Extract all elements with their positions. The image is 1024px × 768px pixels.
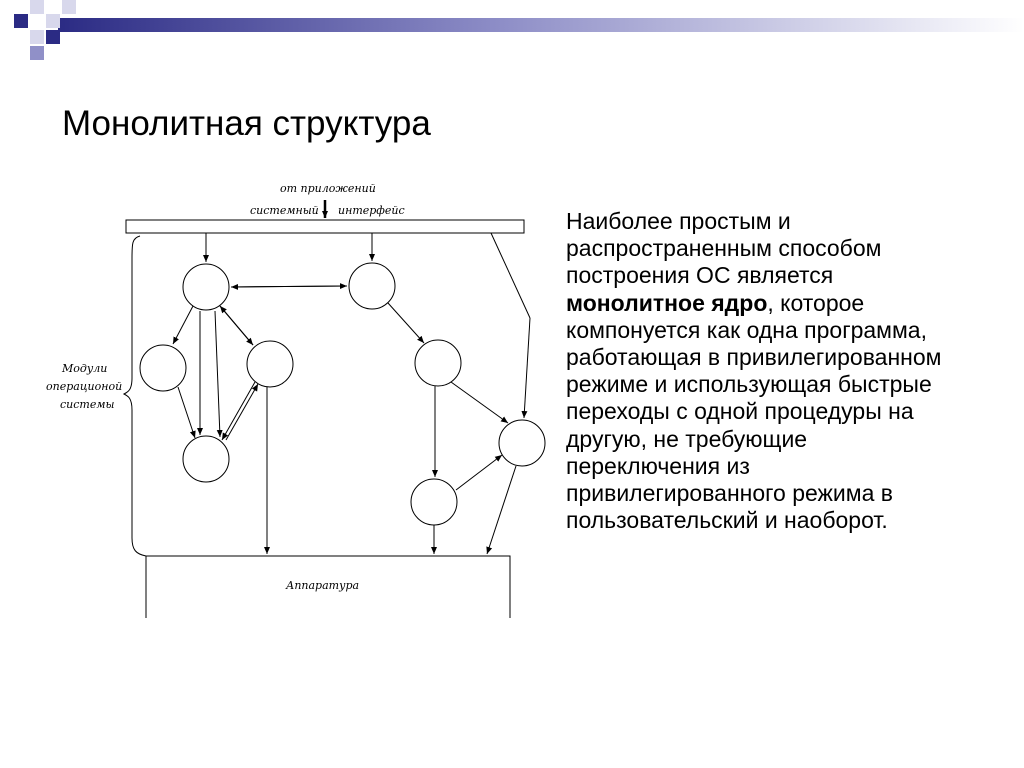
body-text-before: Наиболее простым и распространенным способом построения ОС является	[566, 208, 882, 289]
label-syscall-right: интерфейс	[338, 204, 405, 217]
label-modules-line3: системы	[60, 398, 115, 411]
module-node	[411, 479, 457, 525]
label-modules-line2: операционой	[46, 380, 123, 393]
body-text-bold: монолитное ядро	[566, 289, 768, 316]
module-node	[140, 345, 186, 391]
system-interface-bar	[126, 220, 524, 233]
modules-bracket	[124, 236, 146, 556]
label-from-apps: от приложений	[280, 182, 376, 195]
module-node	[247, 341, 293, 387]
body-text	[566, 208, 946, 534]
monolithic-kernel-diagram	[40, 178, 550, 618]
module-node	[415, 340, 461, 386]
module-node	[183, 436, 229, 482]
label-syscall-left: системный	[250, 204, 319, 217]
decorative-header-bar	[0, 0, 1024, 60]
label-hardware: Аппаратура	[286, 579, 360, 592]
label-modules-line1: Модули	[62, 362, 108, 375]
module-node	[183, 264, 229, 310]
module-node	[499, 420, 545, 466]
slide-title: Монолитная структура	[62, 104, 431, 143]
body-text-after: , которое компонуется как одна программа, работающая в привилегированном режиме и использующая быстрые переходы с одной процедуры на другую, не требующие переключения из привилегированного режима в пользовательский и наоборот.	[566, 289, 942, 534]
module-node	[349, 263, 395, 309]
